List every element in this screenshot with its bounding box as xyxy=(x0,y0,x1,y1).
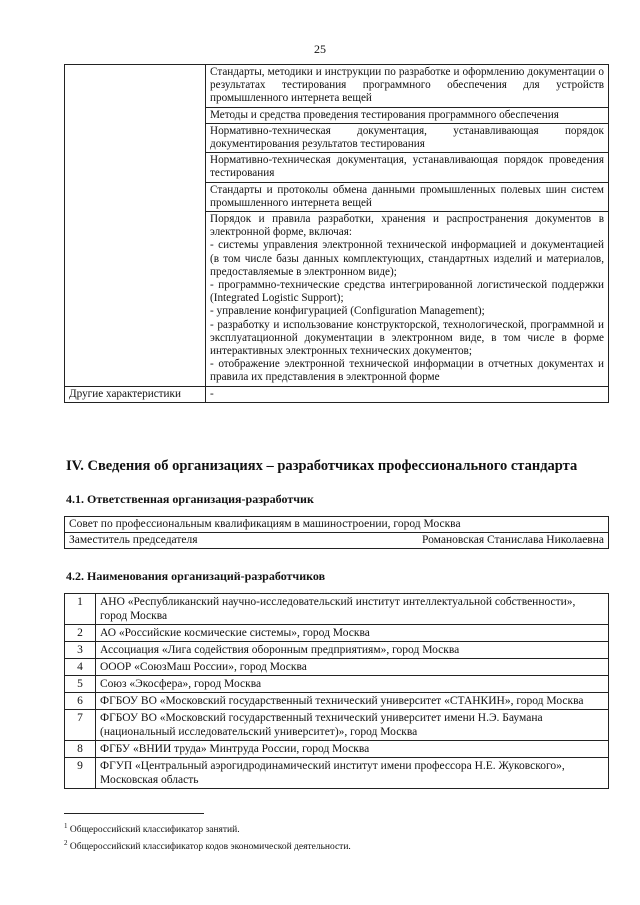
responsible-person-cell xyxy=(65,533,609,549)
characteristic-complex-cell xyxy=(206,212,609,387)
list-item: - программно-технические средства интегрированной логистической поддержки (Integrated Logistic Support); xyxy=(210,279,604,305)
other-characteristics-label: Другие характеристики xyxy=(65,386,206,402)
organization-name: Ассоциация «Лига содействия оборонным предприятиям», город Москва xyxy=(96,642,609,659)
row-number: 4 xyxy=(65,659,96,676)
empty-label-cell xyxy=(65,65,206,387)
table-row xyxy=(65,758,609,789)
characteristic-cell: Стандарты, методики и инструкции по разработке и оформлению документации о результатах тестирования программного обеспечения для устройств промышленного интернета вещей xyxy=(206,65,609,108)
table-row xyxy=(65,642,609,659)
developers-table xyxy=(64,593,609,789)
row-number: 2 xyxy=(65,625,96,642)
list-item: - разработку и использование конструкторской, технологической, программной и эксплуатационной документации в электронном виде, в том числе в форме интерактивных электронных технических документов; xyxy=(210,318,604,358)
footnote-divider xyxy=(64,813,204,814)
organization-name: Союз «Экосфера», город Москва xyxy=(96,676,609,693)
list-item: - управление конфигурацией (Configuration Management); xyxy=(210,305,485,318)
responsible-table xyxy=(64,516,609,549)
row-number: 1 xyxy=(65,594,96,625)
responsible-position: Заместитель председателя xyxy=(69,534,198,546)
characteristic-cell: Нормативно-техническая документация, устанавливающая порядок проведения тестирования xyxy=(206,153,609,182)
organization-name: ФГУП «Центральный аэрогидродинамический институт имени профессора Н.Е. Жуковского», Московская область xyxy=(96,758,609,789)
responsible-organization: Совет по профессиональным квалификациям в машиностроении, город Москва xyxy=(65,517,609,533)
table-row xyxy=(65,517,609,533)
organization-name: ФГБОУ ВО «Московский государственный технический университет имени Н.Э. Баумана (национальный исследовательский университет)», город Москва xyxy=(96,710,609,741)
table-row xyxy=(65,741,609,758)
table-row xyxy=(65,659,609,676)
table-row xyxy=(65,693,609,710)
characteristics-table xyxy=(64,64,609,403)
responsible-person: Романовская Станислава Николаевна xyxy=(422,534,604,546)
table-row xyxy=(65,594,609,625)
footnotes xyxy=(64,820,351,854)
footnote-mark: 1 xyxy=(64,822,68,830)
complex-intro: Порядок и правила разработки, хранения и распространения документов в электронной форме, включая: xyxy=(210,213,604,239)
row-number: 7 xyxy=(65,710,96,741)
organization-name: ФГБОУ ВО «Московский государственный технический университет «СТАНКИН», город Москва xyxy=(96,693,609,710)
table-row xyxy=(65,65,609,108)
table-row xyxy=(65,533,609,549)
footnote xyxy=(64,820,351,837)
footnote-text: Общероссийский классификатор кодов экономической деятельности. xyxy=(67,842,351,853)
organization-name: ОООР «СоюзМаш России», город Москва xyxy=(96,659,609,676)
row-number: 3 xyxy=(65,642,96,659)
section-title: IV. Сведения об организациях – разработчиках профессионального стандарта xyxy=(66,458,578,474)
row-number: 9 xyxy=(65,758,96,789)
table-row xyxy=(65,386,609,402)
organization-name: АО «Российские космические системы», город Москва xyxy=(96,625,609,642)
table-row xyxy=(65,625,609,642)
organization-name: ФГБУ «ВНИИ труда» Минтруда России, город Москва xyxy=(96,741,609,758)
row-number: 6 xyxy=(65,693,96,710)
characteristic-cell: Методы и средства проведения тестирования программного обеспечения xyxy=(206,107,609,123)
footnote-mark: 2 xyxy=(64,839,68,848)
row-number: 8 xyxy=(65,741,96,758)
responsible-title: 4.1. Ответственная организация-разработчик xyxy=(66,492,314,506)
page-number: 25 xyxy=(314,42,326,56)
other-characteristics-value: - xyxy=(206,386,609,402)
table-row xyxy=(65,676,609,693)
characteristic-cell: Нормативно-техническая документация, устанавливающая порядок документирования результатов тестирования xyxy=(206,123,609,152)
list-item: - системы управления электронной технической информацией и документацией (в том числе базы данных комплектующих, стандартных изделий и материалов, предоставляемые в электронном виде); xyxy=(210,239,604,278)
footnote xyxy=(64,837,351,854)
table-row xyxy=(65,710,609,741)
developers-title: 4.2. Наименования организаций-разработчиков xyxy=(66,569,326,583)
organization-name: АНО «Республиканский научно-исследовательский институт интеллектуальной собственности», город Москва xyxy=(96,594,609,625)
footnote-text: Общероссийский классификатор занятий. xyxy=(67,825,240,836)
row-number: 5 xyxy=(65,676,96,693)
list-item: - отображение электронной технической информации в отчетных документах и правила их представления в электронной форме xyxy=(210,358,604,384)
characteristic-cell: Стандарты и протоколы обмена данными промышленных полевых шин систем промышленного интернета вещей xyxy=(206,182,609,211)
